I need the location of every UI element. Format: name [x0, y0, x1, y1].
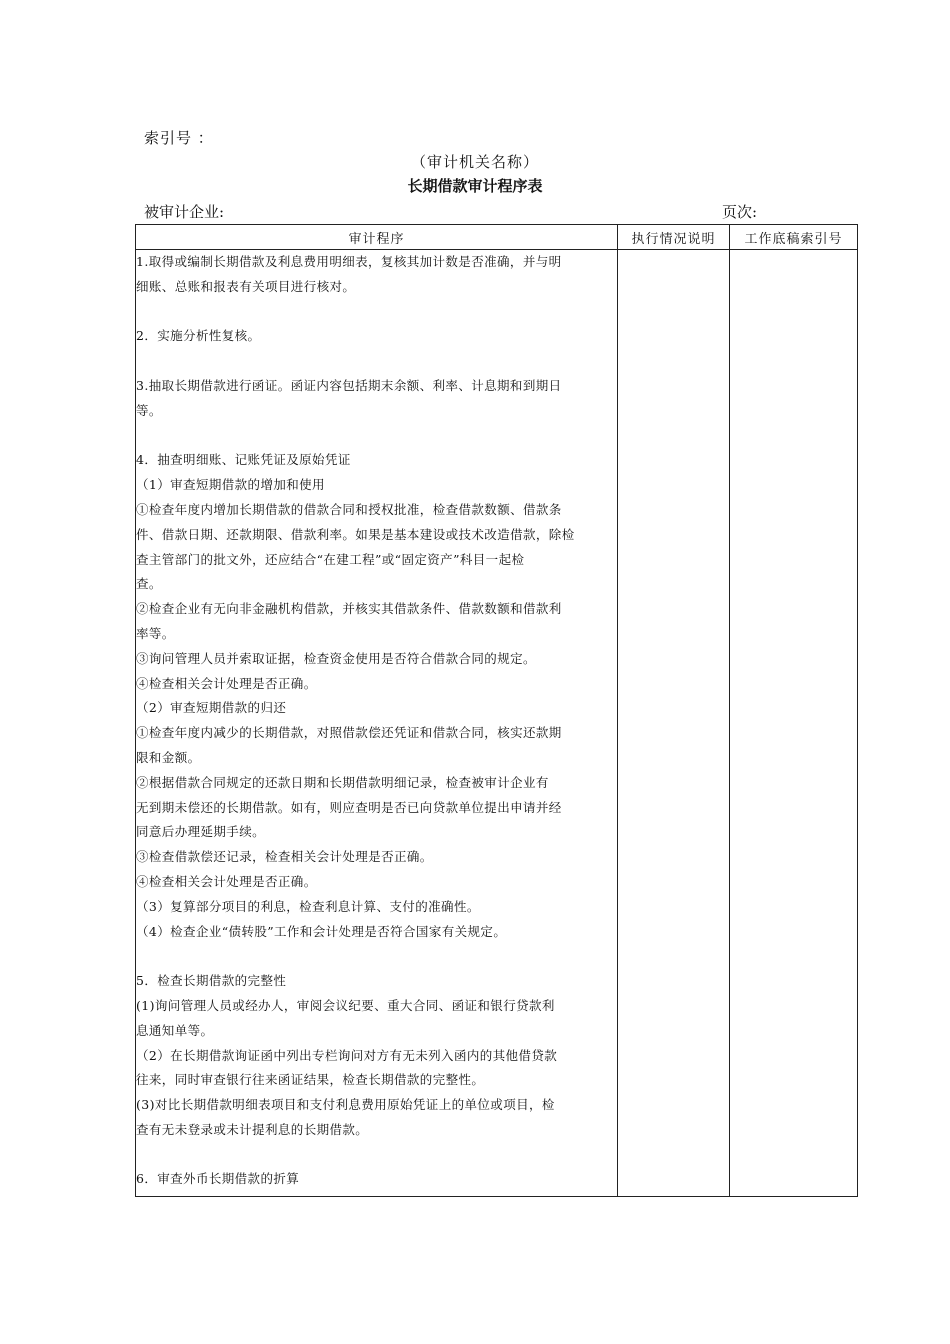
blank-line	[136, 349, 617, 374]
blank-line	[136, 424, 617, 449]
procedure-line: ②检查企业有无向非金融机构借款，并核实其借款条件、借款数额和借款利	[136, 601, 562, 617]
procedure-line: 5．检查长期借款的完整性	[136, 973, 287, 989]
procedure-line: ①检查年度内增加长期借款的借款合同和授权批准，检查借款数额、借款条	[136, 501, 562, 517]
blank-line	[136, 300, 617, 325]
procedure-line: 往来，同时审查银行往来函证结果，检查长期借款的完整性。	[136, 1072, 485, 1088]
audit-org-name: （审计机关名称）	[410, 153, 539, 171]
procedure-line: ④检查相关会计处理是否正确。	[136, 873, 317, 889]
procedure-line: (1)询问管理人员或经办人，审阅会议纪要、重大合同、函证和银行贷款利	[136, 997, 555, 1013]
procedure-line: 1.取得或编制长期借款及利息费用明细表，复核其加计数是否准确，并与明	[136, 254, 562, 269]
procedure-line: ②根据借款合同规定的还款日期和长期借款明细记录，检查被审计企业有	[136, 774, 549, 790]
procedure-line: 查主管部门的批文外，还应结合“在建工程”或“固定资产”科目一起检	[136, 551, 525, 567]
procedure-lines	[136, 250, 617, 1192]
procedure-line: ④检查相关会计处理是否正确。	[136, 675, 317, 691]
audit-procedure-table	[135, 224, 858, 1197]
procedure-line: 查有无未登录或未计提利息的长期借款。	[136, 1121, 369, 1137]
procedure-line: （2）在长期借款询证函中列出专栏询问对方有无未列入函内的其他借贷款	[136, 1047, 558, 1063]
procedure-line: 4．抽查明细账、记账凭证及原始凭证	[136, 452, 351, 468]
procedure-line: 3.抽取长期借款进行函证。函证内容包括期末余额、利率、计息期和到期日	[136, 377, 562, 393]
procedure-line: 同意后办理延期手续。	[136, 824, 266, 840]
procedure-line: （3）复算部分项目的利息，检查利息计算、支付的准确性。	[136, 898, 480, 914]
procedure-line: ③检查借款偿还记录，检查相关会计处理是否正确。	[136, 849, 433, 865]
document-title: 长期借款审计程序表	[407, 177, 543, 195]
procedure-line: 等。	[136, 402, 162, 418]
procedure-line: ③询问管理人员并索取证据，检查资金使用是否符合借款合同的规定。	[136, 650, 536, 666]
index-number-label: 索引号 ：	[144, 129, 214, 147]
column-header-workpaper-index: 工作底稿索引号	[730, 225, 858, 250]
blank-line	[136, 1143, 617, 1168]
column-header-execution-notes: 执行情况说明	[618, 225, 730, 250]
table-body-row	[136, 250, 858, 1197]
procedure-line: （2）审查短期借款的归还	[136, 700, 287, 716]
procedure-line: 查。	[136, 576, 162, 592]
page-number-label: 页次:	[722, 203, 758, 221]
procedure-line: ①检查年度内减少的长期借款，对照借款偿还凭证和借款合同，核实还款期	[136, 725, 562, 741]
procedure-line: 息通知单等。	[136, 1022, 214, 1038]
table-header-row	[136, 225, 858, 250]
column-header-procedure: 审计程序	[136, 225, 618, 250]
procedure-line: 无到期未偿还的长期借款。如有，则应查明是否已向贷款单位提出申请并经	[136, 799, 562, 815]
procedure-line: 率等。	[136, 625, 175, 641]
procedure-line: 6．审查外币长期借款的折算	[136, 1171, 300, 1187]
procedure-cell	[136, 250, 618, 1197]
execution-notes-cell	[618, 250, 730, 1197]
audited-enterprise-label: 被审计企业:	[144, 203, 225, 221]
procedure-line: 细账、总账和报表有关项目进行核对。	[136, 278, 356, 294]
procedure-line: 2．实施分析性复核。	[136, 328, 261, 344]
blank-line	[136, 944, 617, 969]
meta-row	[144, 201, 824, 223]
procedure-line: 限和金额。	[136, 749, 201, 765]
procedure-line: （1）审查短期借款的增加和使用	[136, 477, 325, 493]
procedure-line: （4）检查企业“债转股”工作和会计处理是否符合国家有关规定。	[136, 923, 507, 939]
procedure-line: (3)对比长期借款明细表项目和支付利息费用原始凭证上的单位或项目，检	[136, 1097, 555, 1113]
workpaper-index-cell	[730, 250, 858, 1197]
procedure-line: 件、借款日期、还款期限、借款利率。如果是基本建设或技术改造借款，除检	[136, 526, 575, 542]
